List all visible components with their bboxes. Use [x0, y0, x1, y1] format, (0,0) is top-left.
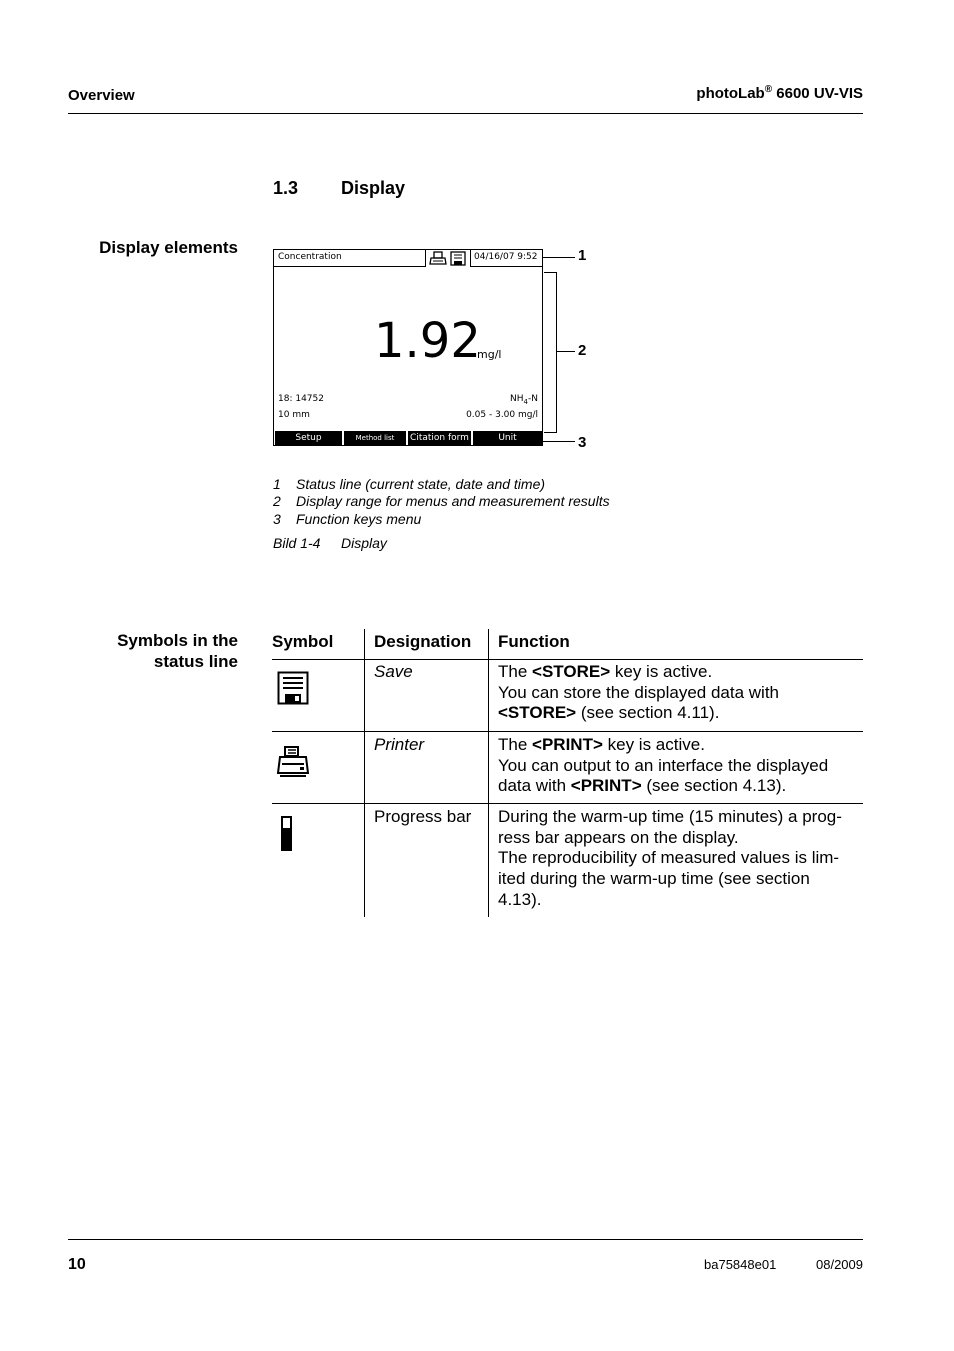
status-field: Concentration [274, 250, 426, 267]
printer-icon [276, 744, 310, 783]
legend-num-3: 3 [273, 511, 281, 527]
function-progress-bar: During the warm-up time (15 minutes) a prog- ress bar appears on the display. The reproducibility of measured values is lim- ited during the warm-up time (see section 4.13). [498, 807, 842, 909]
printer-status-icon [429, 251, 447, 270]
callout-line-1 [543, 257, 575, 258]
function-key-citation-form: Citation form [408, 431, 471, 445]
function-key-unit: Unit [473, 431, 542, 445]
section-title: Display [341, 178, 406, 198]
side-label-symbols: Symbols in the status line [117, 631, 238, 671]
measured-unit: mg/l [477, 348, 502, 361]
figure-title: Display [341, 535, 387, 551]
legend-num-2: 2 [273, 493, 281, 509]
method-number: 18: 14752 [278, 394, 324, 404]
column-header-function: Function [498, 632, 570, 651]
callout-line-2 [556, 351, 575, 352]
designation-progress-bar: Progress bar [374, 807, 472, 826]
table-row-rule [272, 731, 863, 732]
cuvette-size: 10 mm [278, 410, 310, 420]
table-column-rule [488, 629, 489, 917]
designation-save: Save [374, 662, 413, 681]
legend-num-1: 1 [273, 476, 281, 492]
function-key-setup: Setup [275, 431, 342, 445]
function-key-method-list: Method list [344, 431, 406, 445]
designation-printer: Printer [374, 735, 425, 754]
callout-1: 1 [578, 247, 587, 264]
running-header-right [696, 84, 863, 102]
device-display [273, 249, 543, 446]
progress-bar-icon [281, 816, 293, 857]
footer-rule [68, 1239, 863, 1240]
measuring-range: 0.05 - 3.00 mg/l [466, 410, 538, 420]
callout-3: 3 [578, 434, 587, 451]
function-save: The <STORE> key is active. You can store the displayed data with <STORE> (see section 4.11). [498, 662, 780, 723]
callout-bracket-2 [544, 272, 557, 433]
document-id: ba75848e01 [704, 1257, 777, 1272]
table-row-rule [272, 803, 863, 804]
callout-line-3 [543, 441, 575, 442]
function-printer: The <PRINT> key is active. You can output to an interface the displayed data with <PRINT> (see section 4.13). [498, 735, 829, 796]
side-label-display-elements: Display elements [99, 238, 238, 257]
legend-text-2: Display range for menus and measurement results [296, 493, 610, 509]
product-model: 6600 UV-VIS [772, 85, 863, 102]
running-header-left: Overview [68, 87, 135, 104]
column-header-designation: Designation [374, 632, 472, 651]
header-rule [68, 113, 863, 114]
save-icon [277, 671, 309, 710]
column-header-symbol: Symbol [272, 632, 334, 651]
document-date: 08/2009 [816, 1257, 863, 1272]
page-number: 10 [68, 1256, 86, 1273]
product-name: photoLab [696, 85, 765, 102]
citation-form: $NH_4-N$ [510, 394, 538, 406]
registered-mark: ® [764, 84, 773, 95]
section-number: 1.3 [273, 178, 299, 198]
table-header-rule [272, 659, 863, 660]
legend-text-1: Status line (current state, date and time) [296, 476, 546, 492]
measured-value: 1.92 [374, 313, 481, 369]
callout-2: 2 [578, 342, 587, 359]
datetime-field: 04/16/07 9:52 [470, 250, 542, 267]
figure-label: Bild 1-4 [273, 535, 321, 551]
table-column-rule [364, 629, 365, 917]
save-status-icon [450, 251, 466, 270]
symbols-table [272, 629, 863, 919]
legend-text-3: Function keys menu [296, 511, 422, 527]
